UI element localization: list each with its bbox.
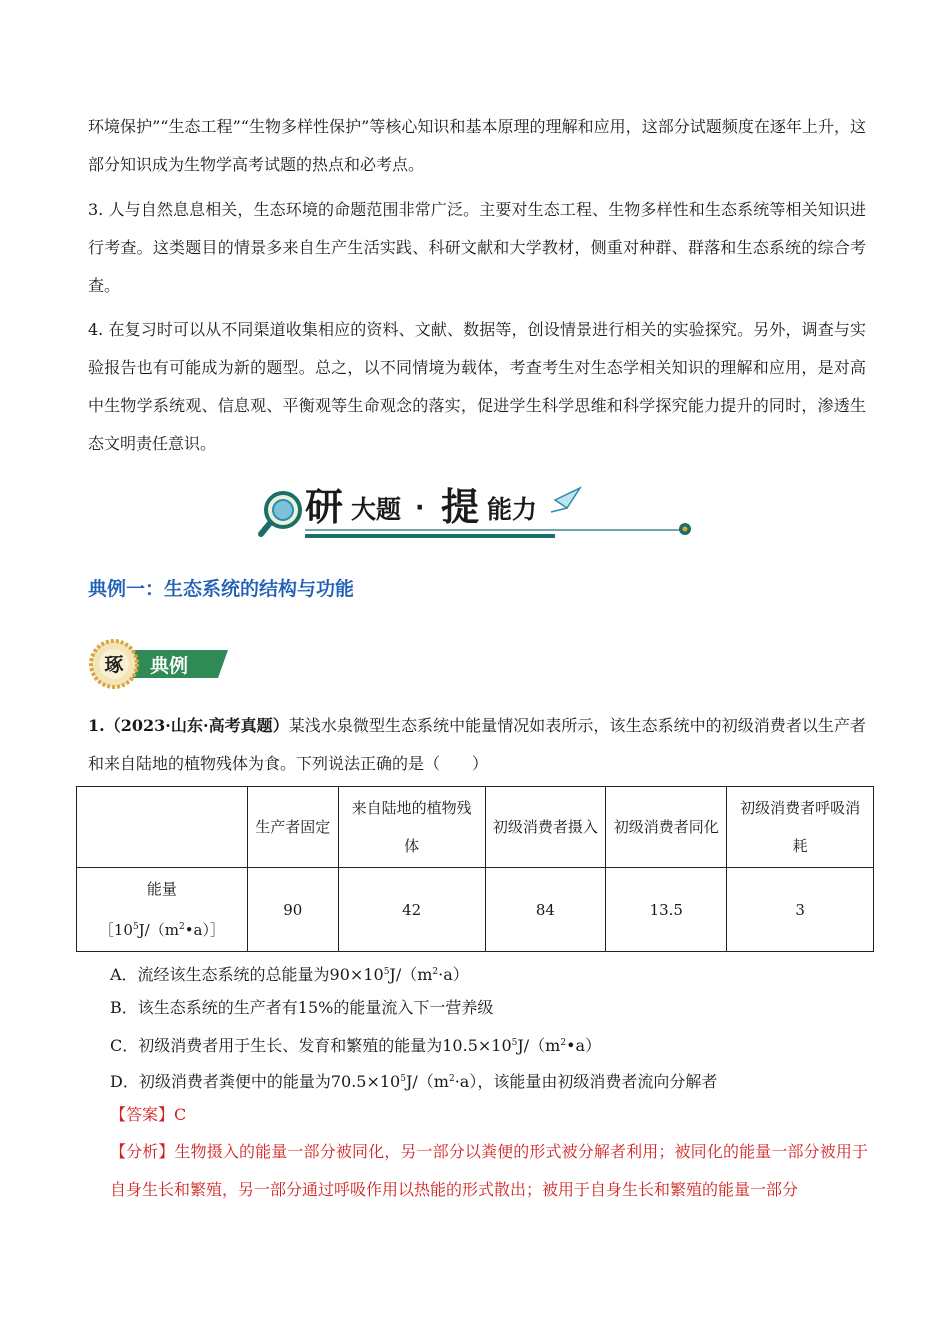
table-header-cell: 初级消费者呼吸消耗 <box>727 787 874 868</box>
seal-char: 琢 <box>104 654 124 676</box>
table-header-cell: 生产者固定 <box>247 787 338 868</box>
option-c: C．初级消费者用于生长、发育和繁殖的能量为$10.5\times 10^5J/(m^2•a)$ <box>110 1036 602 1055</box>
answer-line: 【答案】C <box>110 1105 187 1124</box>
table-header-cell: 初级消费者同化 <box>606 787 727 868</box>
analysis-paragraph: 【分析】生物摄入的能量一部分被同化，另一部分以粪便的形式被分解者利用；被同化的能量一部分被用于自身生长和繁殖，另一部分通过呼吸作用以热能的形式散出；被用于自身生长和繁殖的能量一部分 <box>110 1142 868 1199</box>
option-b: B．该生态系统的生产者有15%的能量流入下一营养级 <box>110 998 494 1017</box>
banner-char-ti: 提 <box>441 484 480 529</box>
table-row <box>77 868 874 952</box>
table-header-cell <box>77 787 248 868</box>
example-badge <box>88 636 233 692</box>
point-3-paragraph: 3. 人与自然息息相关，生态环境的命题范围非常广泛。主要对生态工程、生物多样性和生态系统等相关知识进行考查。这类题目的情景多来自生产生活实践、科研文献和大学教材，侧重对种群、群落和生态系统的综合考查。 <box>88 200 866 295</box>
question-stem: 某浅水泉微型生态系统中能量情况如表所示，该生态系统中的初级消费者以生产者和来自陆地的植物残体为食。下列说法正确的是（ ） <box>88 716 866 773</box>
question-number: 1. <box>88 716 105 735</box>
banner-char-yan: 研 <box>305 484 344 529</box>
table-cell: 90 <box>247 868 338 952</box>
section-banner <box>255 478 700 548</box>
table-cell: 42 <box>338 868 485 952</box>
table-row-label: 能量 $[10^5J/(m^2•a)]$ <box>77 868 248 952</box>
table-cell: 3 <box>727 868 874 952</box>
table-cell: 84 <box>485 868 606 952</box>
energy-table <box>76 786 874 952</box>
badge-label: 典例 <box>150 655 189 677</box>
option-d: D．初级消费者粪便中的能量为$70.5\times 10^5J/(m^2\cdot a)$，该能量由初级消费者流向分解者 <box>110 1072 718 1091</box>
banner-underline <box>305 534 555 538</box>
table-header-cell: 来自陆地的植物残体 <box>338 787 485 868</box>
magnifier-icon <box>261 493 300 534</box>
paper-plane-icon <box>551 488 580 512</box>
table-header-row <box>77 787 874 868</box>
banner-text-dati: 大题 <box>351 495 402 524</box>
table-cell: 13.5 <box>606 868 727 952</box>
question-source: （2023·山东·高考真题） <box>104 716 289 735</box>
table-header-cell: 初级消费者摄入 <box>485 787 606 868</box>
banner-dot: · <box>415 493 425 522</box>
intro-paragraph-continued: 环境保护”“生态工程”“生物多样性保护”等核心知识和基本原理的理解和应用，这部分试题频度在逐年上升，这部分知识成为生物学高考试题的热点和必考点。 <box>88 117 866 174</box>
question-1 <box>88 707 866 783</box>
banner-text-nengli: 能力 <box>487 495 538 524</box>
point-4-paragraph: 4. 在复习时可以从不同渠道收集相应的资料、文献、数据等，创设情景进行相关的实验探究。另外，调查与实验报告也有可能成为新的题型。总之，以不同情境为载体，考查考生对生态学相关知识的理解和应用，是对高中生物学系统观、信息观、平衡观等生命观念的落实，促进学生科学思维和科学探究能力提升的同时，渗透生态文明责任意识。 <box>88 320 866 453</box>
option-a: A．流经该生态系统的总能量为$90\times 10^5J/(m^2\cdot a)$ <box>110 965 469 984</box>
section-title: 典例一：生态系统的结构与功能 <box>88 578 355 600</box>
